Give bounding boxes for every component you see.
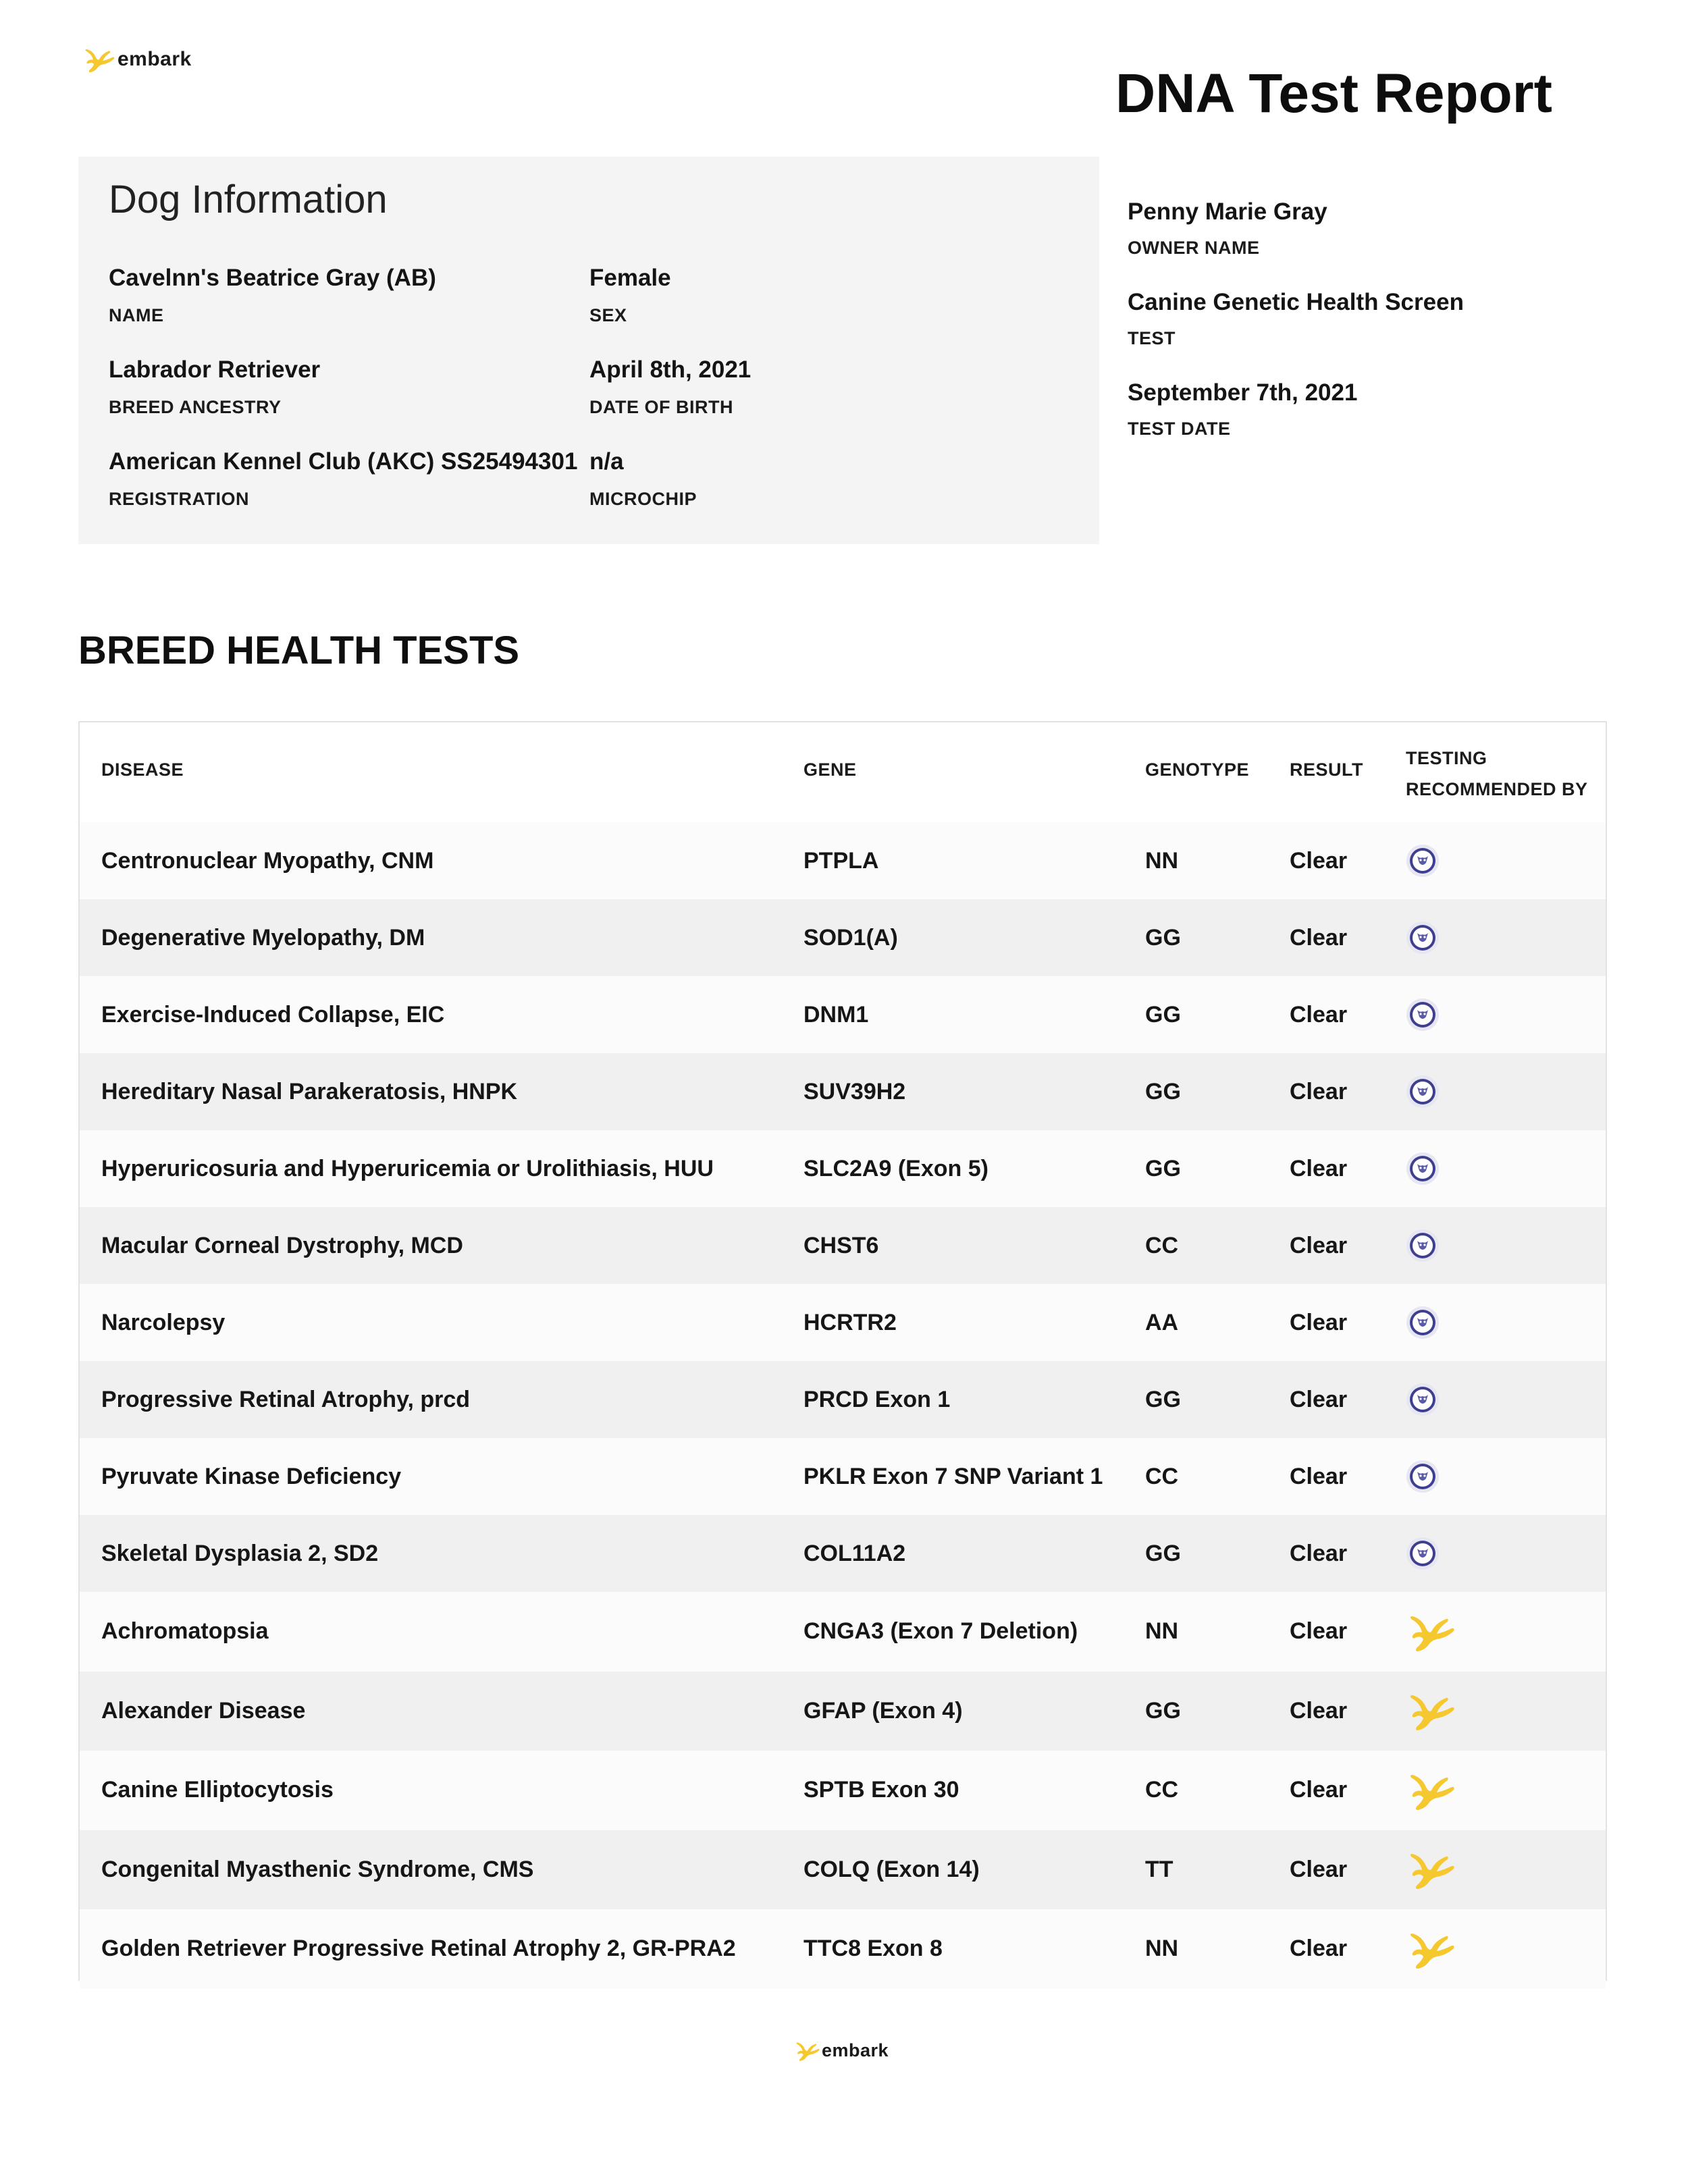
recommended-by-cell bbox=[1406, 1751, 1457, 1830]
result-cell: Clear bbox=[1290, 924, 1348, 951]
disease-cell: Progressive Retinal Atrophy, prcd bbox=[101, 1386, 471, 1412]
dog-sex-value: Female bbox=[589, 265, 671, 291]
recommended-by-cell bbox=[1406, 822, 1440, 899]
genotype-cell: GG bbox=[1145, 1001, 1181, 1028]
result-cell: Clear bbox=[1290, 1232, 1348, 1258]
ofa-seal-icon bbox=[1406, 1229, 1440, 1262]
recommended-by-cell bbox=[1406, 899, 1440, 976]
registration-field bbox=[109, 448, 577, 510]
dog-sex-label: SEX bbox=[589, 305, 627, 325]
header-recommended-line1: TESTING bbox=[1406, 748, 1487, 768]
gene-cell: PKLR Exon 7 SNP Variant 1 bbox=[803, 1463, 1103, 1489]
breed-ancestry-field bbox=[109, 356, 320, 418]
ofa-seal-icon bbox=[1406, 1306, 1440, 1339]
owner-name-label: OWNER NAME bbox=[1128, 238, 1260, 258]
date-of-birth-label: DATE OF BIRTH bbox=[589, 397, 733, 417]
result-cell: Clear bbox=[1290, 1936, 1348, 1962]
disease-cell: Golden Retriever Progressive Retinal Atrophy 2, GR-PRA2 bbox=[101, 1936, 736, 1962]
recommended-by-cell bbox=[1406, 1438, 1440, 1515]
dog-name-value: Cavelnn's Beatrice Gray (AB) bbox=[109, 265, 436, 291]
embark-logo-icon bbox=[794, 2039, 821, 2062]
embark-logo-icon bbox=[1406, 1609, 1457, 1654]
test-label: TEST bbox=[1128, 328, 1176, 348]
header-result: RESULT bbox=[1290, 760, 1363, 780]
header-genotype: GENOTYPE bbox=[1145, 760, 1250, 780]
result-cell: Clear bbox=[1290, 1463, 1348, 1489]
gene-cell: PRCD Exon 1 bbox=[803, 1386, 951, 1412]
test-date-label: TEST DATE bbox=[1128, 419, 1231, 439]
test-value: Canine Genetic Health Screen bbox=[1128, 289, 1464, 315]
table-row bbox=[80, 1053, 1606, 1130]
result-cell: Clear bbox=[1290, 1386, 1348, 1412]
ofa-seal-icon bbox=[1406, 1383, 1440, 1416]
header-disease: DISEASE bbox=[101, 760, 184, 780]
microchip-value: n/a bbox=[589, 448, 624, 475]
disease-cell: Macular Corneal Dystrophy, MCD bbox=[101, 1232, 463, 1258]
genotype-cell: NN bbox=[1145, 1618, 1179, 1645]
ofa-seal-icon bbox=[1406, 1460, 1440, 1493]
table-row bbox=[80, 899, 1606, 976]
table-row bbox=[80, 1672, 1606, 1751]
disease-cell: Pyruvate Kinase Deficiency bbox=[101, 1463, 402, 1489]
header-logo bbox=[82, 45, 192, 74]
gene-cell: SOD1(A) bbox=[803, 924, 898, 951]
table-row bbox=[80, 1751, 1606, 1830]
owner-name-value: Penny Marie Gray bbox=[1128, 198, 1327, 225]
genotype-cell: GG bbox=[1145, 1697, 1181, 1724]
report-title: DNA Test Report bbox=[1115, 63, 1552, 124]
gene-cell: SUV39H2 bbox=[803, 1078, 906, 1104]
brand-name: embark bbox=[117, 48, 192, 70]
ofa-seal-icon bbox=[1406, 844, 1440, 878]
embark-logo-icon bbox=[1406, 1927, 1457, 1971]
gene-cell: GFAP (Exon 4) bbox=[803, 1697, 963, 1724]
result-cell: Clear bbox=[1290, 1697, 1348, 1724]
gene-cell: COL11A2 bbox=[803, 1540, 906, 1566]
footer-logo bbox=[794, 2039, 889, 2062]
date-of-birth-field bbox=[589, 356, 751, 418]
recommended-by-cell bbox=[1406, 1284, 1440, 1361]
recommended-by-cell bbox=[1406, 1207, 1440, 1284]
table-row bbox=[80, 1361, 1606, 1438]
table-row bbox=[80, 1130, 1606, 1207]
gene-cell: DNM1 bbox=[803, 1001, 869, 1028]
disease-cell: Narcolepsy bbox=[101, 1309, 226, 1335]
genotype-cell: NN bbox=[1145, 1936, 1179, 1962]
result-cell: Clear bbox=[1290, 1309, 1348, 1335]
ofa-seal-icon bbox=[1406, 921, 1440, 955]
dog-name-label: NAME bbox=[109, 305, 164, 325]
genotype-cell: GG bbox=[1145, 1386, 1181, 1412]
table-row bbox=[80, 1592, 1606, 1672]
disease-cell: Congenital Myasthenic Syndrome, CMS bbox=[101, 1856, 534, 1882]
breed-health-tests-title: BREED HEALTH TESTS bbox=[78, 629, 520, 672]
test-date-field bbox=[1128, 379, 1357, 440]
table-header bbox=[80, 722, 1606, 822]
genotype-cell: CC bbox=[1145, 1463, 1179, 1489]
table-row bbox=[80, 1909, 1606, 1989]
result-cell: Clear bbox=[1290, 1078, 1348, 1104]
result-cell: Clear bbox=[1290, 847, 1348, 874]
dog-information-title: Dog Information bbox=[109, 178, 388, 221]
header-recommended bbox=[1406, 743, 1588, 805]
registration-label: REGISTRATION bbox=[109, 489, 249, 509]
disease-cell: Degenerative Myelopathy, DM bbox=[101, 924, 425, 951]
recommended-by-cell bbox=[1406, 1053, 1440, 1130]
table-row bbox=[80, 1284, 1606, 1361]
gene-cell: PTPLA bbox=[803, 847, 879, 874]
ofa-seal-icon bbox=[1406, 1152, 1440, 1186]
disease-cell: Canine Elliptocytosis bbox=[101, 1777, 334, 1803]
recommended-by-cell bbox=[1406, 1130, 1440, 1207]
date-of-birth-value: April 8th, 2021 bbox=[589, 356, 751, 383]
gene-cell: CNGA3 (Exon 7 Deletion) bbox=[803, 1618, 1078, 1645]
gene-cell: COLQ (Exon 14) bbox=[803, 1856, 980, 1882]
recommended-by-cell bbox=[1406, 1592, 1457, 1672]
result-cell: Clear bbox=[1290, 1856, 1348, 1882]
result-cell: Clear bbox=[1290, 1777, 1348, 1803]
registration-value: American Kennel Club (AKC) SS25494301 bbox=[109, 448, 578, 475]
gene-cell: TTC8 Exon 8 bbox=[803, 1936, 943, 1962]
genotype-cell: GG bbox=[1145, 924, 1181, 951]
genotype-cell: TT bbox=[1145, 1856, 1173, 1882]
table-row bbox=[80, 822, 1606, 899]
disease-cell: Hereditary Nasal Parakeratosis, HNPK bbox=[101, 1078, 518, 1104]
result-cell: Clear bbox=[1290, 1001, 1348, 1028]
disease-cell: Exercise-Induced Collapse, EIC bbox=[101, 1001, 445, 1028]
recommended-by-cell bbox=[1406, 1672, 1457, 1751]
disease-cell: Alexander Disease bbox=[101, 1697, 306, 1724]
microchip-label: MICROCHIP bbox=[589, 489, 697, 509]
breed-ancestry-label: BREED ANCESTRY bbox=[109, 397, 282, 417]
result-cell: Clear bbox=[1290, 1540, 1348, 1566]
genotype-cell: AA bbox=[1145, 1309, 1179, 1335]
genotype-cell: GG bbox=[1145, 1078, 1181, 1104]
result-cell: Clear bbox=[1290, 1155, 1348, 1181]
genotype-cell: CC bbox=[1145, 1232, 1179, 1258]
dog-name-field bbox=[109, 265, 436, 326]
dog-sex-field bbox=[589, 265, 671, 326]
table-row bbox=[80, 1515, 1606, 1592]
footer-brand-name: embark bbox=[822, 2040, 889, 2060]
embark-logo-icon bbox=[82, 45, 116, 74]
owner-name-field bbox=[1128, 198, 1327, 259]
microchip-field bbox=[589, 448, 697, 510]
test-date-value: September 7th, 2021 bbox=[1128, 379, 1358, 406]
ofa-seal-icon bbox=[1406, 1075, 1440, 1109]
disease-cell: Achromatopsia bbox=[101, 1618, 269, 1645]
embark-logo-icon bbox=[1406, 1847, 1457, 1892]
breed-ancestry-value: Labrador Retriever bbox=[109, 356, 321, 383]
result-cell: Clear bbox=[1290, 1618, 1348, 1645]
disease-cell: Centronuclear Myopathy, CNM bbox=[101, 847, 434, 874]
table-row bbox=[80, 976, 1606, 1053]
table-row bbox=[80, 1830, 1606, 1910]
gene-cell: SLC2A9 (Exon 5) bbox=[803, 1155, 988, 1181]
test-field bbox=[1128, 289, 1464, 349]
ofa-seal-icon bbox=[1406, 1537, 1440, 1570]
recommended-by-cell bbox=[1406, 1361, 1440, 1438]
embark-logo-icon bbox=[1406, 1688, 1457, 1733]
genotype-cell: CC bbox=[1145, 1777, 1179, 1803]
embark-logo-icon bbox=[1406, 1768, 1457, 1813]
recommended-by-cell bbox=[1406, 976, 1440, 1053]
disease-cell: Hyperuricosuria and Hyperuricemia or Urolithiasis, HUU bbox=[101, 1155, 714, 1181]
recommended-by-cell bbox=[1406, 1515, 1440, 1592]
breed-health-tests-table bbox=[78, 721, 1607, 1981]
genotype-cell: GG bbox=[1145, 1540, 1181, 1566]
table-row bbox=[80, 1438, 1606, 1515]
disease-cell: Skeletal Dysplasia 2, SD2 bbox=[101, 1540, 379, 1566]
header-gene: GENE bbox=[803, 760, 857, 780]
genotype-cell: GG bbox=[1145, 1155, 1181, 1181]
gene-cell: SPTB Exon 30 bbox=[803, 1777, 959, 1803]
header-recommended-line2: RECOMMENDED BY bbox=[1406, 779, 1588, 799]
gene-cell: CHST6 bbox=[803, 1232, 879, 1258]
recommended-by-cell bbox=[1406, 1830, 1457, 1910]
table-row bbox=[80, 1207, 1606, 1284]
genotype-cell: NN bbox=[1145, 847, 1179, 874]
ofa-seal-icon bbox=[1406, 998, 1440, 1032]
gene-cell: HCRTR2 bbox=[803, 1309, 897, 1335]
recommended-by-cell bbox=[1406, 1909, 1457, 1989]
